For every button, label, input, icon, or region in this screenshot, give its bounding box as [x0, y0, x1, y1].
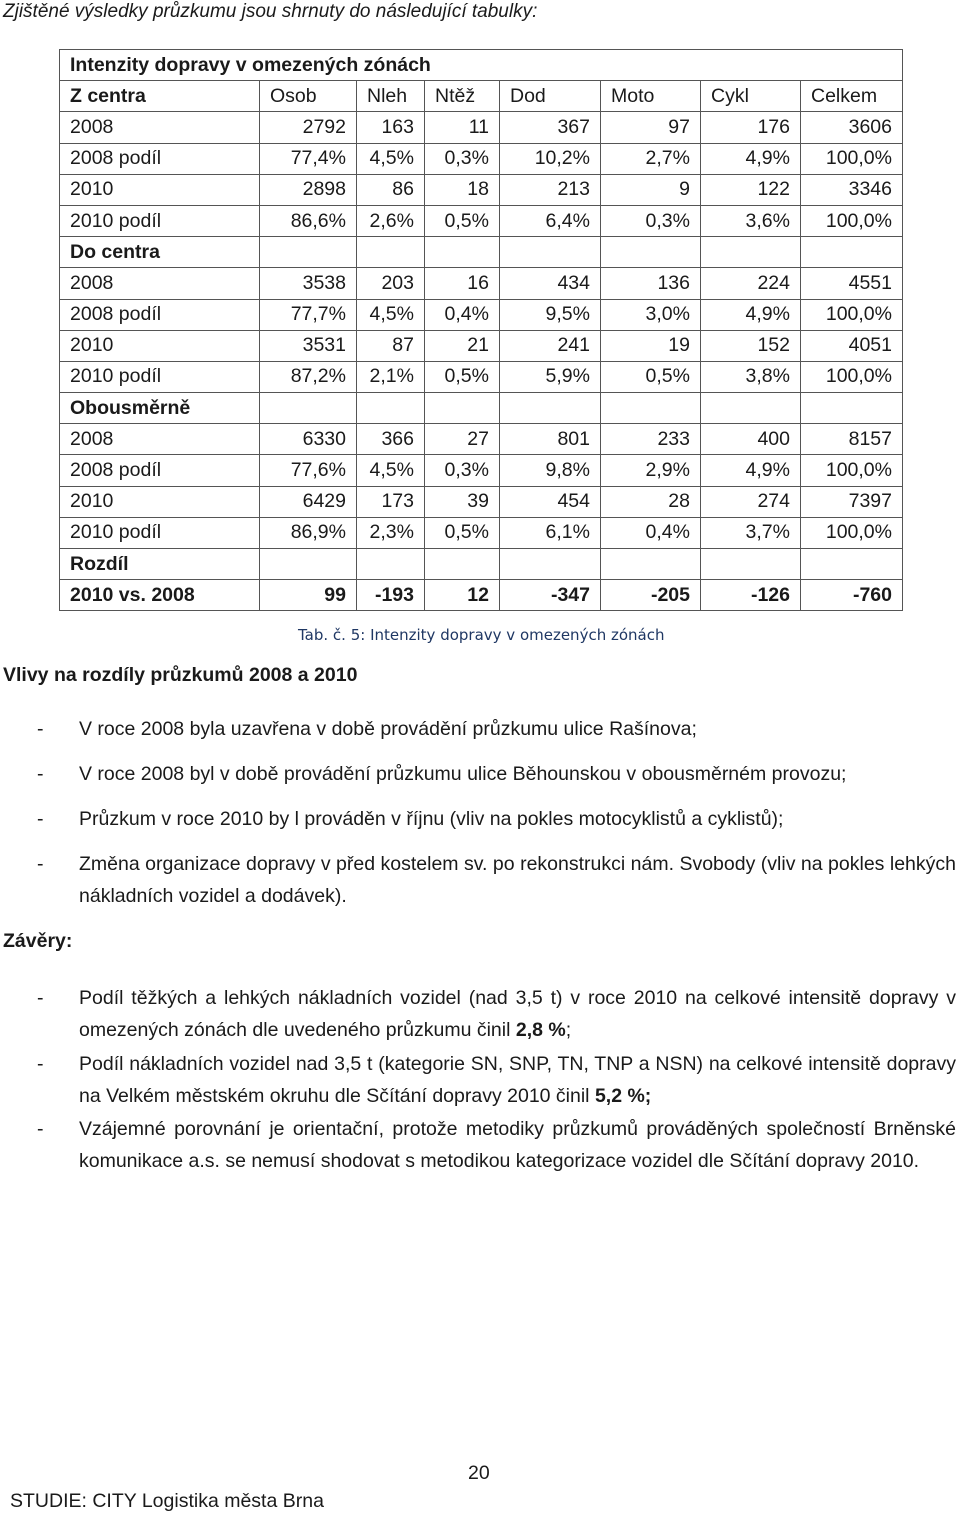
table-cell: 0,5%: [425, 361, 500, 392]
table-cell: 4,9%: [701, 455, 801, 486]
title-row: [60, 50, 903, 81]
table-cell: -205: [601, 580, 701, 611]
row-label: 2008 podíl: [60, 143, 260, 174]
table-row: [60, 205, 903, 236]
footer-text: STUDIE: CITY Logistika města Brna: [10, 1490, 324, 1512]
table-cell: 4,5%: [357, 455, 425, 486]
table-cell: 6,1%: [500, 517, 601, 548]
table-cell: 2,1%: [357, 361, 425, 392]
column-header: Osob: [260, 81, 357, 112]
table-cell: 241: [500, 330, 601, 361]
table-cell: 2,3%: [357, 517, 425, 548]
table-cell: 176: [701, 112, 801, 143]
table-cell: 87: [357, 330, 425, 361]
column-header: Ntěž: [425, 81, 500, 112]
table-cell: 434: [500, 268, 601, 299]
list-item-text: Podíl těžkých a lehkých nákladních vozidel (nad 3,5 t) v roce 2010 na celkové intensitě dopravy v omezených zónách dle uvedeného průzkumu činil 2,8 %;: [79, 987, 956, 1041]
list-item-text: V roce 2008 byla uzavřena v době provádění průzkumu ulice Rašínova;: [79, 718, 697, 740]
row-label: 2008 podíl: [60, 299, 260, 330]
table-cell: 86,9%: [260, 517, 357, 548]
row-label: 2010: [60, 486, 260, 517]
row-label: 2010: [60, 330, 260, 361]
row-label: 2010 podíl: [60, 205, 260, 236]
list-item-text: Změna organizace dopravy v před kostelem sv. po rekonstrukci nám. Svobody (vliv na pokles lehkých nákladních vozidel a dodávek).: [79, 853, 956, 907]
empty-cell: [500, 393, 601, 424]
table-cell: 9: [601, 174, 701, 205]
table-title: Intenzity dopravy v omezených zónách: [60, 50, 903, 81]
table-cell: 10,2%: [500, 143, 601, 174]
influences-heading: Vlivy na rozdíly průzkumů 2008 a 2010: [3, 664, 358, 686]
table-cell: 4551: [801, 268, 903, 299]
section-label: Do centra: [60, 237, 260, 268]
table-cell: 6,4%: [500, 205, 601, 236]
table-cell: 9,5%: [500, 299, 601, 330]
table-cell: 4,5%: [357, 143, 425, 174]
table-cell: 77,4%: [260, 143, 357, 174]
table-cell: 454: [500, 486, 601, 517]
table-cell: 18: [425, 174, 500, 205]
table-cell: 2,9%: [601, 455, 701, 486]
empty-cell: [260, 393, 357, 424]
section-row: [60, 393, 903, 424]
difference-row: [60, 580, 903, 611]
table-cell: 367: [500, 112, 601, 143]
row-label: 2008: [60, 268, 260, 299]
column-header: Celkem: [801, 81, 903, 112]
header-row: [60, 81, 903, 112]
empty-cell: [701, 393, 801, 424]
column-header: Dod: [500, 81, 601, 112]
table-cell: 4051: [801, 330, 903, 361]
table-cell: 0,4%: [425, 299, 500, 330]
table-cell: 28: [601, 486, 701, 517]
table-cell: 0,3%: [425, 143, 500, 174]
row-label: 2008: [60, 112, 260, 143]
table-cell: 3606: [801, 112, 903, 143]
empty-cell: [425, 237, 500, 268]
table-cell: 2792: [260, 112, 357, 143]
table-cell: 6330: [260, 424, 357, 455]
table-cell: 11: [425, 112, 500, 143]
row-label: 2010 vs. 2008: [60, 580, 260, 611]
row-label: 2010: [60, 174, 260, 205]
column-header: Cykl: [701, 81, 801, 112]
table-caption: Tab. č. 5: Intenzity dopravy v omezených zónách: [298, 626, 665, 644]
table-cell: -126: [701, 580, 801, 611]
table-cell: 3,6%: [701, 205, 801, 236]
table-cell: 3538: [260, 268, 357, 299]
empty-cell: [500, 237, 601, 268]
table-cell: 122: [701, 174, 801, 205]
table-row: [60, 455, 903, 486]
table-cell: 3,7%: [701, 517, 801, 548]
table-cell: 203: [357, 268, 425, 299]
table-cell: 12: [425, 580, 500, 611]
table-cell: 136: [601, 268, 701, 299]
table-cell: 100,0%: [801, 455, 903, 486]
table-cell: 9,8%: [500, 455, 601, 486]
table-cell: 233: [601, 424, 701, 455]
section-label: Z centra: [60, 81, 260, 112]
intro-text: Zjištěné výsledky průzkumu jsou shrnuty do následující tabulky:: [3, 1, 538, 22]
list-item-text: Vzájemné porovnání je orientační, protože metodiky průzkumů prováděných společností Brněnské komunikace a.s. se nemusí shodovat s metodikou kategorizace vozidel dle Sčítání dopravy 2010.: [79, 1118, 956, 1172]
list-item-text: Průzkum v roce 2010 by l prováděn v říjnu (vliv na pokles motocyklistů a cyklistů);: [79, 808, 784, 830]
row-label: 2010 podíl: [60, 517, 260, 548]
table-cell: 0,4%: [601, 517, 701, 548]
section-label: Rozdíl: [60, 549, 260, 580]
table-cell: 97: [601, 112, 701, 143]
table-cell: 3,0%: [601, 299, 701, 330]
empty-cell: [601, 393, 701, 424]
table-cell: 224: [701, 268, 801, 299]
table-cell: 801: [500, 424, 601, 455]
table-cell: 274: [701, 486, 801, 517]
table-cell: 19: [601, 330, 701, 361]
empty-cell: [500, 549, 601, 580]
table-row: [60, 112, 903, 143]
empty-cell: [425, 549, 500, 580]
table-cell: -760: [801, 580, 903, 611]
table-cell: 163: [357, 112, 425, 143]
table-cell: 2,6%: [357, 205, 425, 236]
table-cell: 99: [260, 580, 357, 611]
table-row: [60, 517, 903, 548]
empty-cell: [357, 549, 425, 580]
table-cell: -347: [500, 580, 601, 611]
empty-cell: [701, 237, 801, 268]
table-cell: 100,0%: [801, 361, 903, 392]
table-cell: 100,0%: [801, 517, 903, 548]
table-cell: 3,8%: [701, 361, 801, 392]
row-label: 2008 podíl: [60, 455, 260, 486]
table-cell: 3531: [260, 330, 357, 361]
conclusions-heading: Závěry:: [3, 930, 73, 952]
empty-cell: [801, 393, 903, 424]
table-cell: 2,7%: [601, 143, 701, 174]
section-row: [60, 549, 903, 580]
section-row: [60, 237, 903, 268]
table-row: [60, 299, 903, 330]
empty-cell: [801, 549, 903, 580]
section-label: Obousměrně: [60, 393, 260, 424]
table-row: [60, 143, 903, 174]
table-row: [60, 268, 903, 299]
table-cell: 0,3%: [425, 455, 500, 486]
empty-cell: [601, 549, 701, 580]
empty-cell: [601, 237, 701, 268]
table-cell: 86,6%: [260, 205, 357, 236]
table-cell: 77,6%: [260, 455, 357, 486]
table-cell: 8157: [801, 424, 903, 455]
table-cell: 16: [425, 268, 500, 299]
empty-cell: [357, 237, 425, 268]
empty-cell: [260, 549, 357, 580]
table-cell: 21: [425, 330, 500, 361]
table-cell: 4,5%: [357, 299, 425, 330]
traffic-table: [59, 49, 903, 611]
table-cell: 366: [357, 424, 425, 455]
row-label: 2008: [60, 424, 260, 455]
table-cell: -193: [357, 580, 425, 611]
table-cell: 100,0%: [801, 205, 903, 236]
table-row: [60, 174, 903, 205]
table-cell: 7397: [801, 486, 903, 517]
table-cell: 400: [701, 424, 801, 455]
table-cell: 77,7%: [260, 299, 357, 330]
table-cell: 87,2%: [260, 361, 357, 392]
table-cell: 152: [701, 330, 801, 361]
table-cell: 100,0%: [801, 299, 903, 330]
empty-cell: [701, 549, 801, 580]
table-cell: 2898: [260, 174, 357, 205]
empty-cell: [260, 237, 357, 268]
table-cell: 4,9%: [701, 143, 801, 174]
table-cell: 5,9%: [500, 361, 601, 392]
table-row: [60, 486, 903, 517]
table-cell: 6429: [260, 486, 357, 517]
list-item-text: V roce 2008 byl v době provádění průzkumu ulice Běhounskou v obousměrném provozu;: [79, 763, 847, 785]
table-cell: 4,9%: [701, 299, 801, 330]
table-cell: 3346: [801, 174, 903, 205]
table-row: [60, 361, 903, 392]
table-cell: 213: [500, 174, 601, 205]
table-row: [60, 424, 903, 455]
list-item-text: Podíl nákladních vozidel nad 3,5 t (kategorie SN, SNP, TN, TNP a NSN) na celkové intensitě dopravy na Velkém městském okruhu dle Sčítání dopravy 2010 činil 5,2 %;: [79, 1053, 956, 1107]
column-header: Moto: [601, 81, 701, 112]
table-cell: 0,3%: [601, 205, 701, 236]
empty-cell: [801, 237, 903, 268]
empty-cell: [357, 393, 425, 424]
table-cell: 86: [357, 174, 425, 205]
table-cell: 100,0%: [801, 143, 903, 174]
table-cell: 27: [425, 424, 500, 455]
empty-cell: [425, 393, 500, 424]
table-row: [60, 330, 903, 361]
column-header: Nleh: [357, 81, 425, 112]
table-cell: 0,5%: [601, 361, 701, 392]
row-label: 2010 podíl: [60, 361, 260, 392]
table-cell: 0,5%: [425, 205, 500, 236]
page-number: 20: [468, 1462, 490, 1484]
table-cell: 0,5%: [425, 517, 500, 548]
table-cell: 39: [425, 486, 500, 517]
table-cell: 173: [357, 486, 425, 517]
